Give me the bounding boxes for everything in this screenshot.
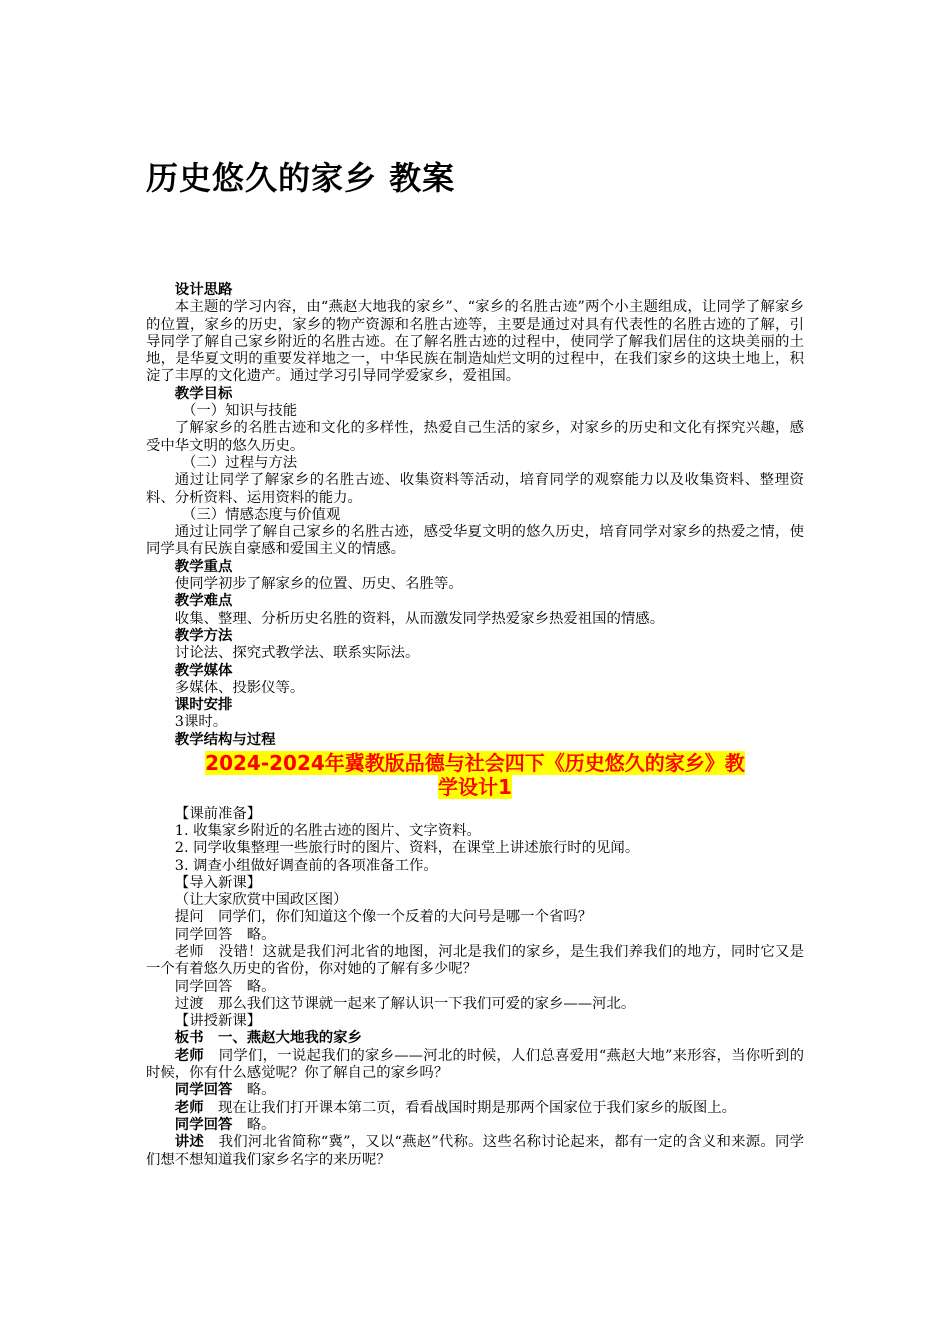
board-text: 一、燕赵大地我的家乡 xyxy=(203,1030,362,1047)
intro-question: 提问 同学们，你们知道这个像一个反着的大问号是哪一个省吗？ xyxy=(174,909,593,926)
difficulty-heading: 教学难点 xyxy=(174,593,233,610)
prep-item-1: 1. 收集家乡附近的名胜古迹的图片、文字资料。 xyxy=(174,822,481,839)
student-line-1 xyxy=(146,1082,804,1099)
intro-note: （让大家欣赏中国政区图） xyxy=(174,892,348,909)
board-label: 板书 xyxy=(174,1030,204,1047)
document-body xyxy=(146,282,804,1169)
lecture-heading: 【讲授新课】 xyxy=(174,1013,262,1030)
intro-transition: 过渡 那么我们这节课就一起来了解认识一下我们可爱的家乡——河北。 xyxy=(174,995,636,1012)
keypoint-text: 使同学初步了解家乡的位置、历史、名胜等。 xyxy=(174,576,463,593)
teacher-text-2: 现在让我们打开课本第二页，看看战国时期是那两个国家位于我们家乡的版图上。 xyxy=(203,1099,737,1116)
difficulty-text: 收集、整理、分析历史名胜的资料，从而激发同学热爱家乡热爱祖国的情感。 xyxy=(174,610,665,627)
media-text: 多媒体、投影仪等。 xyxy=(174,679,305,696)
goal-label-2: （二）过程与方法 xyxy=(182,454,298,471)
student-label-2: 同学回答 xyxy=(174,1116,233,1133)
goal-text-1: 了解家乡的名胜古迹和文化的多样性，热爱自己生活的家乡，对家乡的历史和文化有探究兴趣，感受中华文明的悠久历史。 xyxy=(146,420,804,454)
explain-label: 讲述 xyxy=(174,1134,205,1151)
intro-heading: 【导入新课】 xyxy=(174,874,262,891)
document-title: 历史悠久的家乡 教案 xyxy=(146,159,456,197)
prep-item-2: 2. 同学收集整理一些旅行时的图片、资料，在课堂上讲述旅行时的见闻。 xyxy=(174,840,640,857)
method-text: 讨论法、探究式教学法、联系实际法。 xyxy=(174,645,420,662)
intro-answer-2: 同学回答 略。 xyxy=(174,978,276,995)
student-label-1: 同学回答 xyxy=(174,1082,233,1099)
student-text-2: 略。 xyxy=(232,1116,276,1133)
intro-teacher: 老师 没错！这就是我们河北省的地图，河北是我们的家乡，是生我们养我们的地方，同时它又是一个有着悠久历史的省份，你对她的了解有多少呢？ xyxy=(146,943,804,978)
prep-item-3: 3. 调查小组做好调查前的各项准备工作。 xyxy=(174,857,438,874)
highlight-banner xyxy=(146,751,804,800)
banner-line-1: 2024-2024年冀教版品德与社会四下《历史悠久的家乡》教 xyxy=(205,751,745,776)
design-text: 本主题的学习内容，由“燕赵大地我的家乡”、“家乡的名胜古迹”两个小主题组成，让同学了解家乡的位置，家乡的历史，家乡的物产资源和名胜古迹等，主要是通过对具有代表性的名胜古迹的了解，引导同学了解自己家乡附近的名胜古迹。在了解名胜古迹的过程中，使同学了解我们居住的这块美丽的土地，是华夏文明的重要发祥地之一，中华民族在制造灿烂文明的过程中，在我们家乡的这块土地上，积淀了丰厚的文化遗产。通过学习引导同学爱家乡，爱祖国。 xyxy=(146,299,804,385)
schedule-text: 3课时。 xyxy=(174,714,228,731)
board-line xyxy=(146,1030,804,1047)
student-line-2 xyxy=(146,1117,804,1134)
schedule-heading: 课时安排 xyxy=(174,697,233,714)
teacher-text-1: 同学们，一说起我们的家乡——河北的时候，人们总喜爱用“燕赵大地”来形容，当你听到的时候，你有什么感觉呢？你了解自己的家乡吗？ xyxy=(146,1047,804,1082)
media-heading: 教学媒体 xyxy=(174,662,233,679)
intro-answer-1: 同学回答 略。 xyxy=(174,926,276,943)
teacher-label-2: 老师 xyxy=(174,1099,204,1116)
method-heading: 教学方法 xyxy=(174,627,233,644)
student-text-1: 略。 xyxy=(232,1082,276,1099)
goals-heading: 教学目标 xyxy=(174,385,233,402)
structure-heading: 教学结构与过程 xyxy=(174,731,276,748)
teacher-label-1: 老师 xyxy=(174,1047,205,1064)
teacher-line-2 xyxy=(146,1100,804,1117)
keypoint-heading: 教学重点 xyxy=(174,558,233,575)
explain-line xyxy=(146,1134,804,1169)
goal-label-1: （一）知识与技能 xyxy=(182,403,298,420)
goal-label-3: （三）情感态度与价值观 xyxy=(182,506,341,523)
goal-text-3: 通过让同学了解自己家乡的名胜古迹，感受华夏文明的悠久历史，培育同学对家乡的热爱之情，使同学具有民族自豪感和爱国主义的情感。 xyxy=(146,524,804,558)
goal-text-2: 通过让同学了解家乡的名胜古迹、收集资料等活动，培育同学的观察能力以及收集资料、整理资料、分析资料、运用资料的能力。 xyxy=(146,472,804,506)
explain-text: 我们河北省简称“冀”，又以“燕赵”代称。这些名称讨论起来，都有一定的含义和来源。同学们想不想知道我们家乡名字的来历呢？ xyxy=(146,1134,804,1168)
teacher-line-1 xyxy=(146,1048,804,1083)
banner-line-2: 学设计1 xyxy=(438,775,512,800)
prep-heading: 【课前准备】 xyxy=(174,805,262,822)
design-heading: 设计思路 xyxy=(174,282,233,298)
